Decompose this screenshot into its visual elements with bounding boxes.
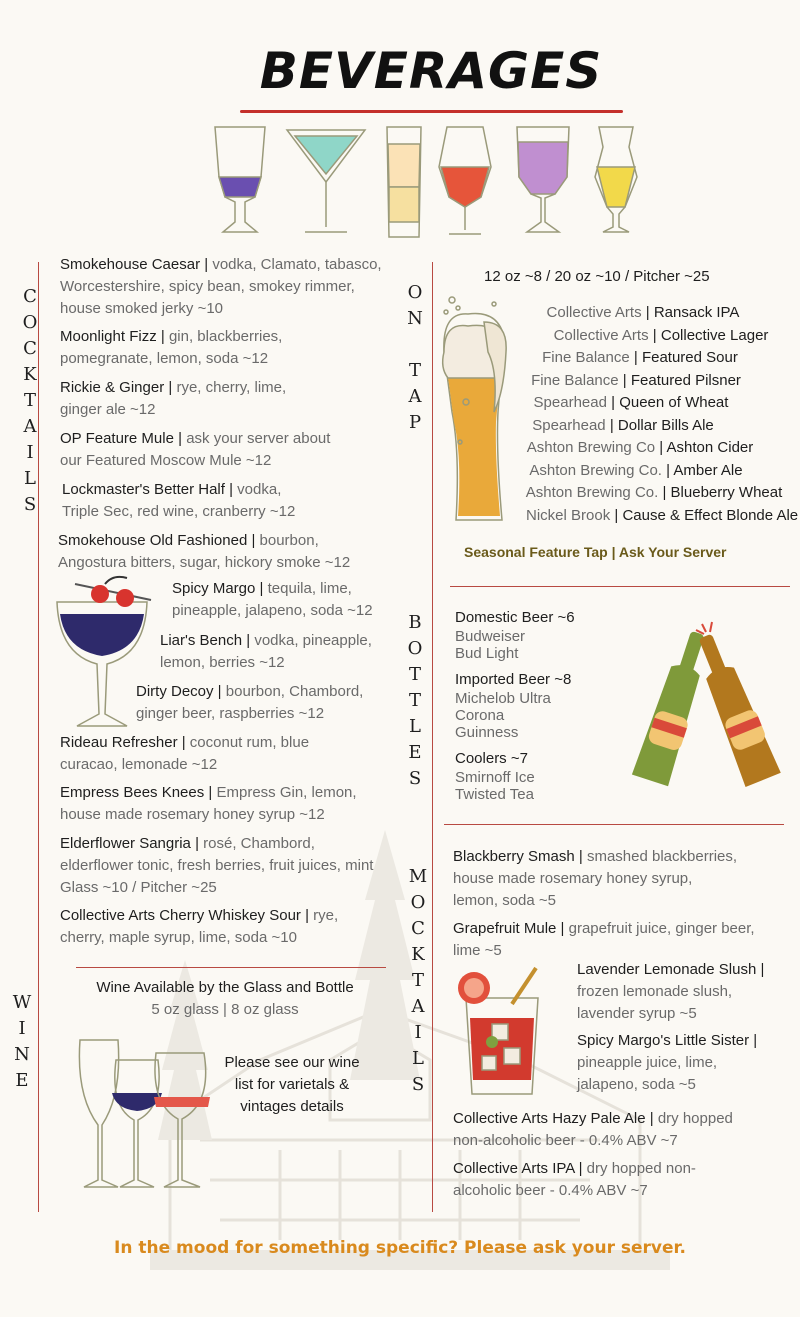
tap-item: Ashton Brewing Co. | Blueberry Wheat [525,484,783,501]
mocktail-item: Spicy Margo's Little Sister | pineapple juice, lime, jalapeno, soda ~5 [577,1032,758,1093]
bottle-heading: Domestic Beer ~6 [455,609,575,626]
bottles-divider [450,586,790,587]
wine-divider [76,967,386,968]
cocktail-item: Dirty Decoy | bourbon, Chambord, ginger beer, raspberries ~12 [136,683,364,722]
cocktail-item: Moonlight Fizz | gin, blackberries, pomegranate, lemon, soda ~12 [60,328,283,367]
bottle-item: Corona [455,707,505,724]
title-underline [240,110,623,113]
cocktail-item: Smokehouse Caesar | vodka, Clamato, tabasco, Worcestershire, spicy bean, smokey rimmer, house smoked jerky ~10 [60,256,382,317]
tap-list [500,302,799,527]
footer-note: In the mood for something specific? Please ask your server. [114,1238,686,1258]
mocktail-item: Collective Arts IPA | dry hopped non- alcoholic beer - 0.4% ABV ~7 [453,1160,696,1199]
beer-bottles-illustration [636,620,776,795]
bottle-item: Budweiser [455,628,526,645]
wine-heading: Wine Available by the Glass and Bottle 5 oz glass | 8 oz glass [96,979,354,1018]
mocktail-item: Lavender Lemonade Slush | frozen lemonade slush, lavender syrup ~5 [577,961,765,1022]
cocktail-item: Rickie & Ginger | rye, cherry, lime, ginger ale ~12 [60,379,287,418]
tap-item: Fine Balance | Featured Pilsner [531,371,741,389]
tap-item: Collective Arts | Ransack IPA [546,304,740,321]
bottle-item: Bud Light [455,645,519,662]
section-label-bottles: B O T T L E S [407,612,423,789]
section-label-wine: W I N E [12,992,32,1091]
glassware-illustration [205,122,645,247]
seasonal-feature-tap: Seasonal Feature Tap | Ask Your Server [464,544,727,560]
section-label-mocktails: M O C K T A I L S [408,866,428,1095]
bottle-item: Smirnoff Ice [455,769,535,786]
tap-item: Ashton Brewing Co | Ashton Cider [526,439,754,456]
mocktail-glass-illustration [452,964,562,1099]
mocktail-item: Collective Arts Hazy Pale Ale | dry hopped non-alcoholic beer - 0.4% ABV ~7 [453,1110,733,1149]
tap-item: Ashton Brewing Co. | Amber Ale [529,461,743,479]
cocktail-item: Rideau Refresher | coconut rum, blue curacao, lemonade ~12 [60,734,310,773]
cocktail-item: Lockmaster's Better Half | vodka, Triple Sec, red wine, cranberry ~12 [62,481,296,520]
mocktails-divider [444,824,784,825]
center-column-rule [432,262,433,1212]
cocktail-item: Empress Bees Knees | Empress Gin, lemon, house made rosemary honey syrup ~12 [60,784,357,823]
tap-item: Fine Balance | Featured Sour [542,349,738,366]
tap-item: Spearhead | Queen of Wheat [533,394,729,411]
tap-item: Collective Arts | Collective Lager [553,326,769,344]
tap-item: Nickel Brook | Cause & Effect Blonde Ale [526,506,799,524]
bottle-item: Michelob Ultra [455,690,551,707]
cocktail-item: Liar's Bench | vodka, pineapple, lemon, berries ~12 [160,632,372,671]
section-label-cocktails: C O C K T A I L S [22,286,38,515]
cocktail-item: Collective Arts Cherry Whiskey Sour | rye, cherry, maple syrup, lime, soda ~10 [60,907,339,946]
mocktail-item: Blackberry Smash | smashed blackberries, house made rosemary honey syrup, lemon, soda ~5 [453,848,738,909]
cocktail-item: Elderflower Sangria | rosé, Chambord, elderflower tonic, fresh berries, fruit juices, mint Glass ~10 / Pitcher ~25 [60,835,374,896]
bottle-item: Guinness [455,724,519,741]
bottle-item: Twisted Tea [455,786,534,803]
cocktail-item: Spicy Margo | tequila, lime, pineapple, jalapeno, soda ~12 [172,580,373,619]
page-title: BEVERAGES [259,42,603,100]
tap-pricing: 12 oz ~8 / 20 oz ~10 / Pitcher ~25 [484,268,710,285]
section-label-on-tap: O N T A P [407,282,423,433]
wine-note: Please see our wine list for varietals & vintages details [224,1054,360,1115]
bottles-list [455,608,575,803]
tap-item: Spearhead | Dollar Bills Ale [532,416,714,434]
wine-glasses-illustration [72,1035,222,1190]
cocktail-item: OP Feature Mule | ask your server about our Featured Moscow Mule ~12 [60,430,331,469]
bottle-heading: Coolers ~7 [455,750,528,767]
cocktail-item: Smokehouse Old Fashioned | bourbon, Angostura bitters, sugar, hickory smoke ~12 [58,532,351,571]
mocktail-item: Grapefruit Mule | grapefruit juice, ginger beer, lime ~5 [453,920,755,959]
bottle-heading: Imported Beer ~8 [455,671,572,688]
